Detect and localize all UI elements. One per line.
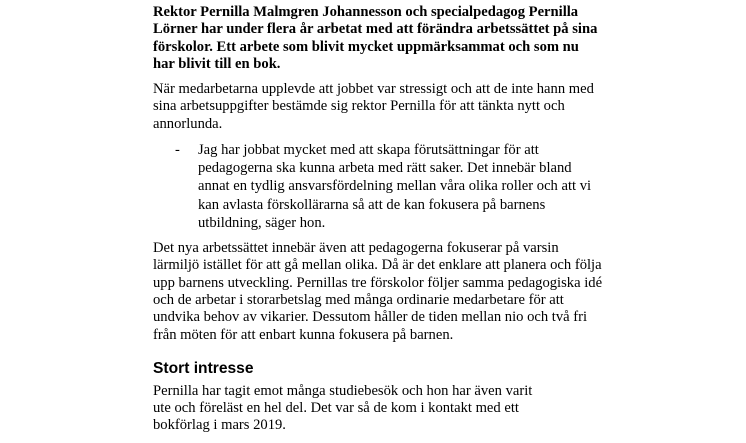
body-line: sina arbetsuppgifter bestämde sig rektor Pernilla för att tänkta nytt och [153,98,565,115]
body-line: undvika behov av vikarier. Dessutom håller de tiden mellan nio och två fri [153,309,588,326]
quote-line: utbildning, säger hon. [198,214,326,231]
body-paragraph-2 [153,240,623,344]
body-line: ute och föreläst en hel del. Det var så de kom i kontakt med ett [153,400,519,417]
lead-line: Lörner har under flera år arbetat med att förändra arbetssättet på sina [153,21,598,38]
quote-line: annat en tydlig ansvarsfördelning mellan våra olika roller och att vi [198,178,592,195]
body-line: Det nya arbetssättet innebär även att pedagogerna fokuserar på varsin [153,240,559,257]
body-line: lärmiljö istället för att gå mellan olika. Då är det enklare att planera och följa [153,257,602,274]
lead-line: Rektor Pernilla Malmgren Johannesson och specialpedagog Pernilla [153,4,579,20]
lead-line: förskolor. Ett arbete som blivit mycket uppmärksammat och som nu [153,38,579,55]
body-paragraph-3 [153,383,623,435]
body-line: annorlunda. [153,115,223,132]
body-line: och de arbetar i storarbetslag med många ordinarie medarbetare för att [153,291,564,308]
body-paragraph-1 [153,81,623,133]
lead-line: har blivit till en bok. [153,55,281,72]
body-line: Pernilla har tagit emot många studiebesök och hon har även varit [153,382,533,399]
article [153,4,623,443]
body-line: När medarbetarna upplevde att jobbet var stressigt och att de inte hann med [153,81,594,98]
lead-paragraph [153,4,623,73]
section-heading: Stort intresse [153,359,254,377]
quote-line: Jag har jobbat mycket med att skapa förutsättningar för att [198,142,539,159]
quote-block [153,141,638,232]
quote-line: pedagogerna ska kunna arbeta med rätt saker. Det innebär bland [198,160,572,177]
quote-dash: - [175,142,180,159]
body-line: bokförlag i mars 2019. [153,417,286,434]
quote-line: kan avlasta förskollärarna så att de kan fokusera på barnens [198,196,546,213]
body-line: från möten för att enbart kunna fokusera på barnen. [153,326,454,343]
body-line: upp barnens utveckling. Pernillas tre förskolor följer samma pedagogiska idé [153,274,603,291]
